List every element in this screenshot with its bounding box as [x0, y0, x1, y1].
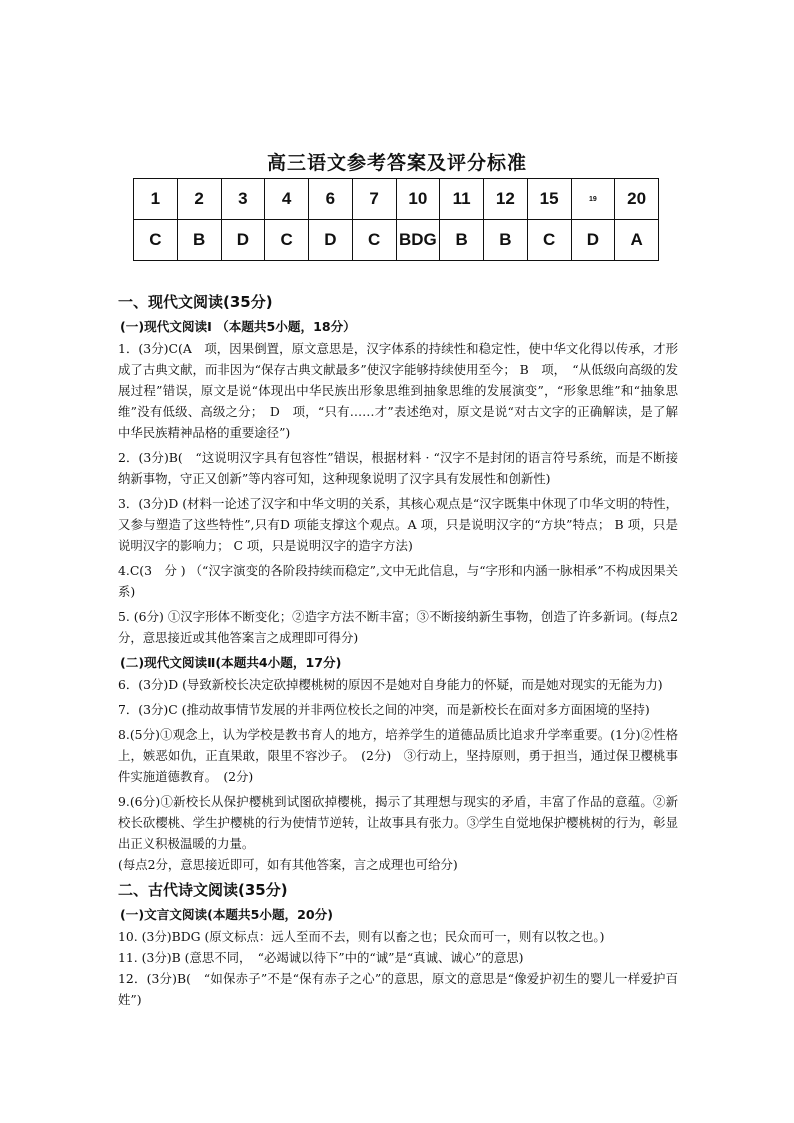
answer-q4: 4.C(3 分 ) （“汉字演变的各阶段持续而稳定”,文中无此信息，与“字形和内涵一脉相承”不构成因果关系): [118, 563, 678, 599]
question-number-cell: 3: [221, 179, 265, 220]
question-number-cell: 6: [309, 179, 353, 220]
answer-cell: C: [134, 220, 178, 261]
answer-table: [133, 178, 659, 261]
answer-q12: 12．(3分)B( “如保赤子”不是“保有赤子之心”的意思，原文的意思是“像爱护初生的婴儿一样爱护百姓”): [118, 971, 678, 1007]
answer-cell: A: [615, 220, 659, 261]
answer-q7: 7．(3分)C (推动故事情节发展的并非两位校长之间的冲突，而是新校长在面对多方面困境的坚持): [118, 702, 650, 717]
answer-cell: D: [571, 220, 615, 261]
answer-q9: 9.(6分)①新校长从保护樱桃到试图砍掉樱桃，揭示了其理想与现实的矛盾，丰富了作品的意蕴。②新校长砍樱桃、学生护樱桃的行为使情节逆转，让故事具有张力。③学生自觉地保护樱桃树的行为，彰显出正义积极温暖的力量。: [118, 794, 678, 851]
answer-cell: C: [527, 220, 571, 261]
answer-q8: 8.(5分)①观念上，认为学校是教书育人的地方，培养学生的道德品质比追求升学率重要。(1分)②性格上，嫉恶如仇，正直果敢，限里不容沙子。 (2分) ③行动上，坚持原则，勇于担当，通过保卫樱桃事件实施道德教育。 (2分): [118, 727, 678, 784]
answer-cell: BDG: [396, 220, 440, 261]
subsection-heading-reading-1: (一)现代文阅读Ⅰ （本题共5小题，18分）: [120, 319, 356, 334]
answer-q9-scoring-note: (每点2分，意思接近即可，如有其他答案，言之成理也可给分): [118, 857, 458, 872]
answer-q6: 6．(3分)D (导致新校长决定砍掉樱桃树的原因不是她对自身能力的怀疑，而是她对现实的无能为力): [118, 677, 663, 692]
answer-q11: 11. (3分)B (意思不同， “必竭诚以待下”中的“诚”是“真诚、诚心”的意思): [118, 950, 524, 965]
answer-cell: D: [309, 220, 353, 261]
answer-q2: 2．(3分)B( “这说明汉字具有包容性”错误，根据材料 · “汉字不是封闭的语言符号系统，而是不断接纳新事物，守正又创新”等内容可知，这种现象说明了汉字具有发展性和创新性): [118, 450, 678, 486]
question-number-cell: 10: [396, 179, 440, 220]
question-number-cell: 2: [177, 179, 221, 220]
subsection-heading-reading-2: (二)现代文阅读Ⅱ(本题共4小题，17分): [120, 655, 342, 670]
answer-cell: B: [440, 220, 484, 261]
answer-q1: 1．(3分)C(A 项，因果倒置，原文意思是，汉字体系的持续性和稳定性，使中华文化得以传承，才形成了古典文献，而非因为“保存古典文献最多”使汉字能够持续使用至今； B 项， “从低级向高级的发展过程”错误，原文是说“体现出中华民族出形象思维到抽象思维的发展演变”，“形象思维”和“抽象思维”没有低级、高级之分； D 项，“只有……才”表述绝对，原文是说“对古文字的正确解读，是了解中华民族精神品格的重要途径”): [118, 341, 678, 440]
answer-q10: 10. (3分)BDG (原文标点：远人至而不去，则有以畜之也；民众而可一，则有以牧之也。): [118, 929, 605, 944]
subsection-heading-classical-prose: (一)文言文阅读(本题共5小题，20分): [120, 907, 334, 922]
answer-q3: 3．(3分)D (材料一论述了汉字和中华文明的关系，其核心观点是“汉字既集中休现了巾华文明的特性，又参与塑造了这些特性”,只有D 项能支撑这个观点。A 项，只是说明汉字的“方块”特点； B 项，只是说明汉字的影响力； C 项，只是说明汉字的造字方法): [118, 496, 678, 553]
answer-cell: C: [352, 220, 396, 261]
question-number-cell: 11: [440, 179, 484, 220]
answer-cell: B: [484, 220, 528, 261]
question-number-cell: 15: [527, 179, 571, 220]
question-number-cell: 20: [615, 179, 659, 220]
section-heading-modern-reading: 一、现代文阅读(35分): [118, 293, 273, 311]
answer-cell: C: [265, 220, 309, 261]
question-number-cell: 12: [484, 179, 528, 220]
question-number-cell: 19: [571, 179, 615, 220]
question-number-cell: 7: [352, 179, 396, 220]
answer-explanations: [118, 291, 678, 1014]
question-number-cell: 1: [134, 179, 178, 220]
section-heading-classical-reading: 二、古代诗文阅读(35分): [118, 881, 288, 899]
answer-q5: 5. (6分) ①汉字形体不断变化；②造字方法不断丰富；③不断接纳新生事物，创造了许多新词。(每点2分，意思接近或其他答案言之成理即可得分): [118, 609, 678, 645]
answer-cell: D: [221, 220, 265, 261]
answer-table-answer-row: [134, 220, 659, 261]
page-title: 高三语文参考答案及评分标准: [266, 152, 527, 174]
answer-table-number-row: [134, 179, 659, 220]
question-number-cell: 4: [265, 179, 309, 220]
answer-cell: B: [177, 220, 221, 261]
